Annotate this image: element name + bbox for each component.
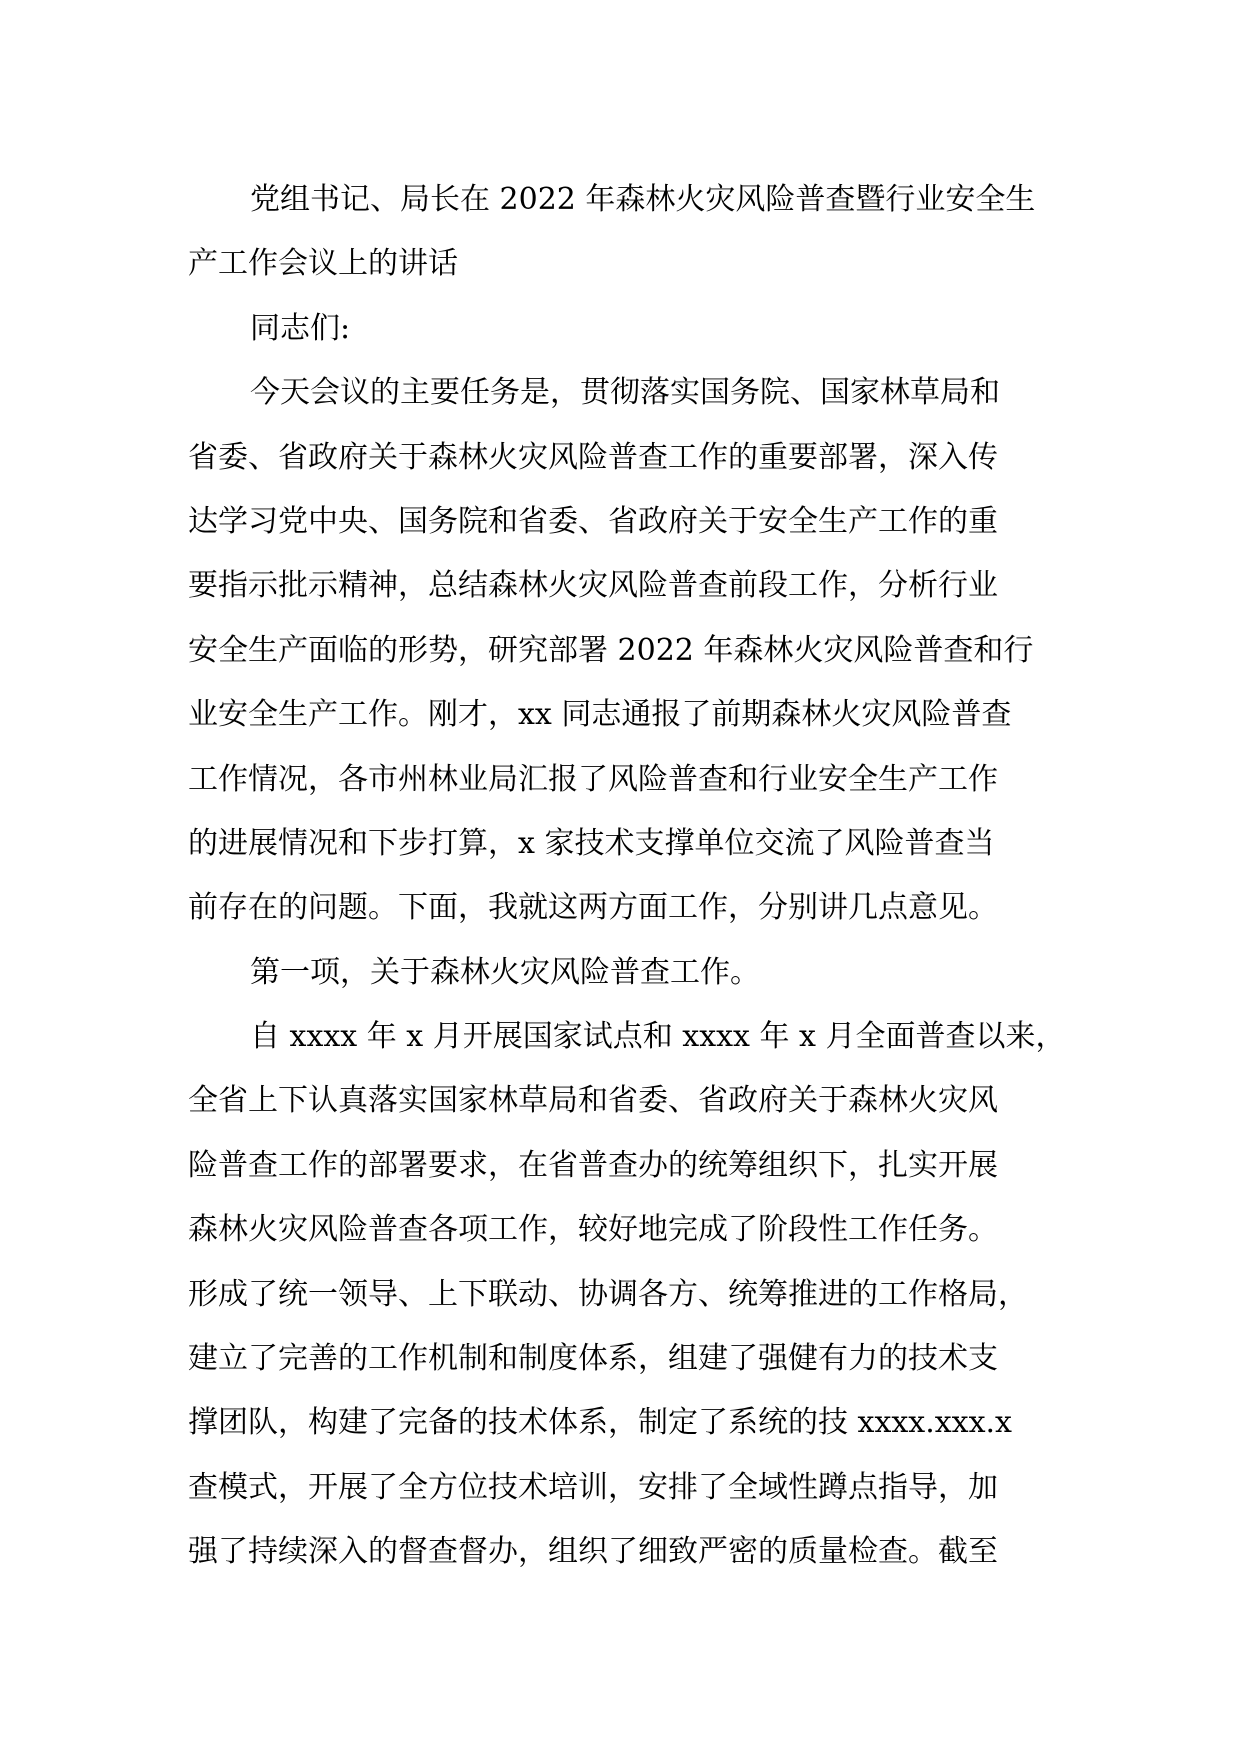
document-body [188, 168, 1068, 1585]
intro-paragraph [188, 361, 1068, 941]
paragraph-line: 达学习党中央、国务院和省委、省政府关于安全生产工作的重 [188, 503, 998, 539]
paragraph-line: 的进展情况和下步打算，x 家技术支撑单位交流了风险普查当 [188, 825, 995, 861]
paragraph-line: 建立了完善的工作机制和制度体系，组建了强健有力的技术支 [188, 1341, 998, 1377]
paragraph-line: 形成了统一领导、上下联动、协调各方、统筹推进的工作格局， [188, 1276, 1028, 1312]
paragraph-line: 森林火灾风险普查各项工作，较好地完成了阶段性工作任务。 [188, 1212, 998, 1248]
paragraph-line: 查模式，开展了全方位技术培训，安排了全域性蹲点指导，加 [188, 1469, 998, 1505]
title-line: 产工作会议上的讲话 [188, 246, 458, 282]
paragraph-line: 业安全生产工作。刚才，xx 同志通报了前期森林火灾风险普查 [188, 697, 1012, 733]
paragraph-line: 要指示批示精神，总结森林火灾风险普查前段工作，分析行业 [188, 568, 998, 604]
paragraph-line: 自 xxxx 年 x 月开展国家试点和 xxxx 年 x 月全面普查以来， [250, 1019, 1066, 1055]
section-heading [188, 941, 1068, 1005]
section-heading-line: 第一项，关于森林火灾风险普查工作。 [250, 954, 760, 990]
paragraph-line: 全省上下认真落实国家林草局和省委、省政府关于森林火灾风 [188, 1083, 998, 1119]
salutation-line: 同志们: [250, 310, 351, 346]
body-paragraph [188, 1005, 1068, 1585]
paragraph-line: 撑团队，构建了完备的技术体系，制定了系统的技 xxxx.xxx.x [188, 1405, 1012, 1441]
paragraph-line: 今天会议的主要任务是，贯彻落实国务院、国家林草局和 [250, 375, 1000, 411]
title-line: 党组书记、局长在 2022 年森林火灾风险普查暨行业安全生 [250, 182, 1036, 217]
salutation [188, 297, 1068, 361]
paragraph-line: 省委、省政府关于森林火灾风险普查工作的重要部署，深入传 [188, 439, 998, 475]
paragraph-line: 工作情况，各市州林业局汇报了风险普查和行业安全生产工作 [188, 761, 998, 797]
paragraph-line: 前存在的问题。下面，我就这两方面工作，分别讲几点意见。 [188, 890, 998, 926]
paragraph-line: 安全生产面临的形势，研究部署 2022 年森林火灾风险普查和行 [188, 632, 1034, 668]
paragraph-line: 强了持续深入的督查督办，组织了细致严密的质量检查。截至 [188, 1534, 998, 1570]
paragraph-line: 险普查工作的部署要求，在省普查办的统筹组织下，扎实开展 [188, 1147, 998, 1183]
speech-title [188, 168, 1068, 297]
